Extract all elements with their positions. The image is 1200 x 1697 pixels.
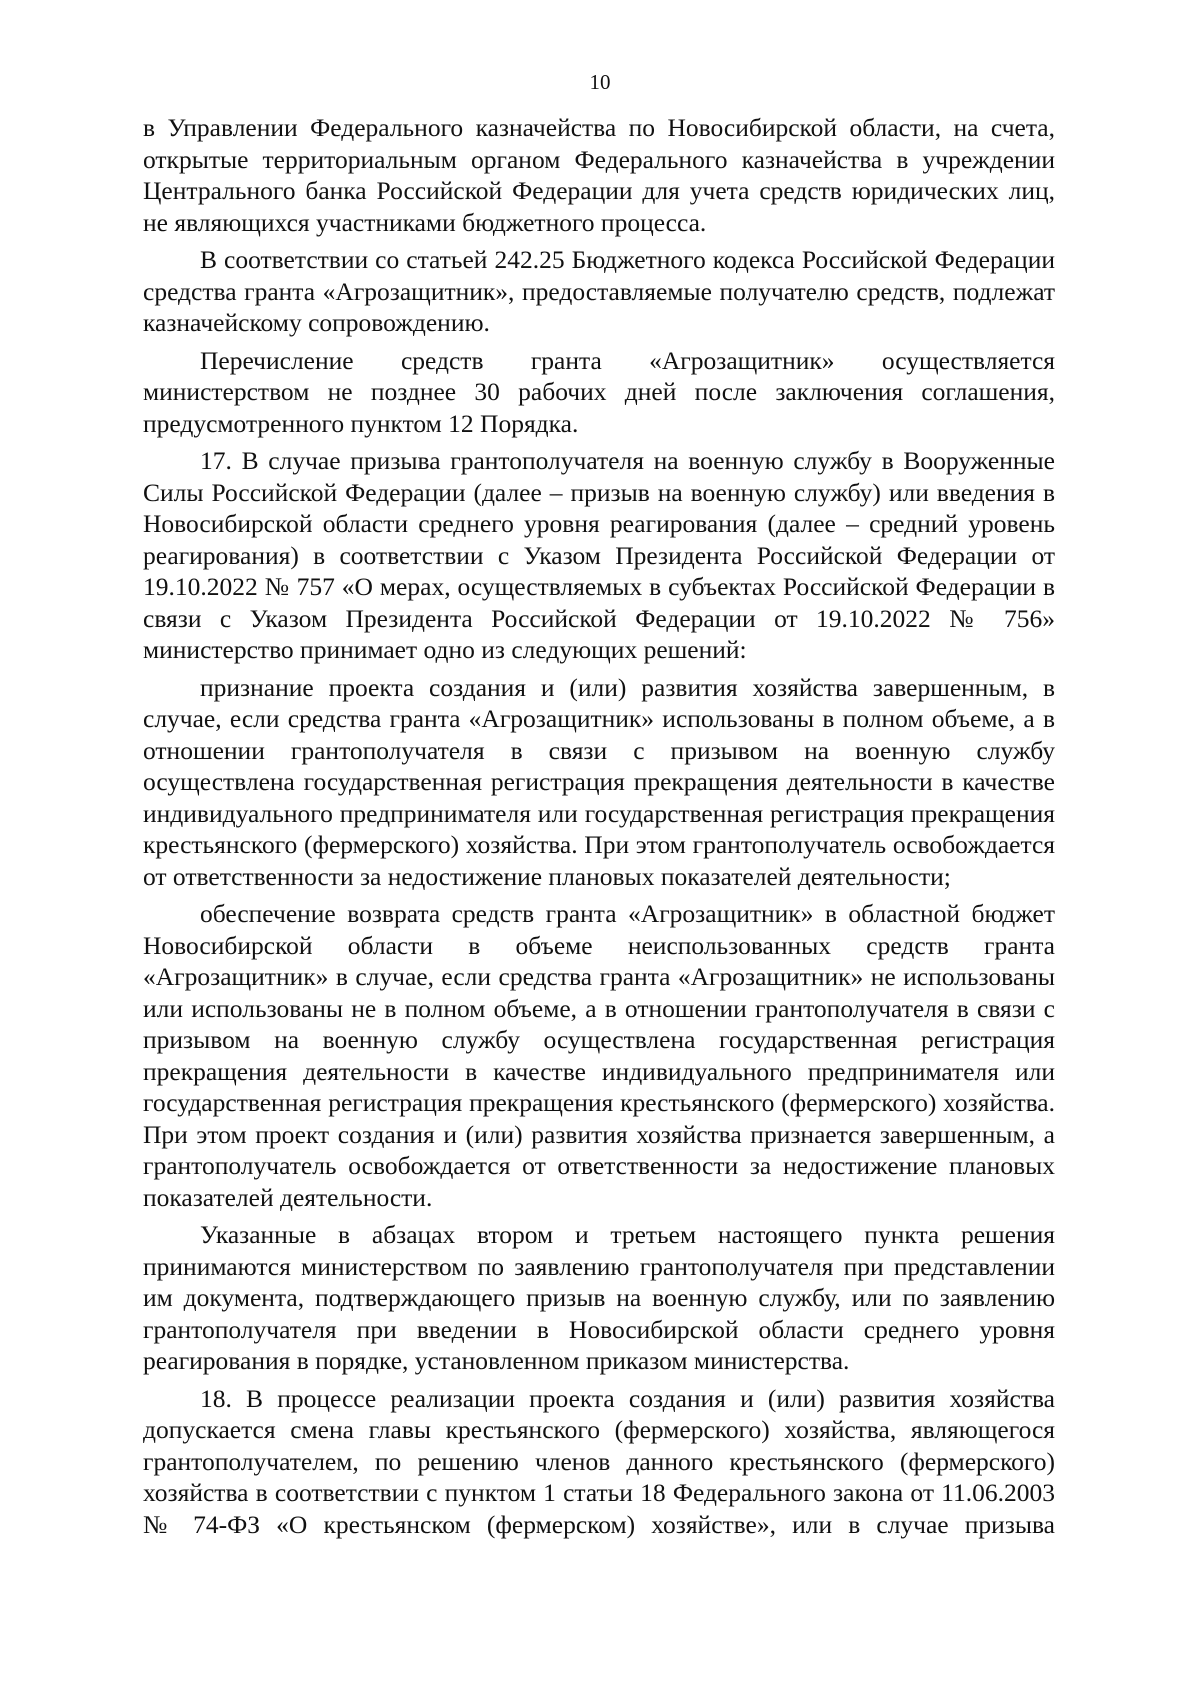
paragraph-item-18: 18. В процессе реализации проекта создания и (или) развития хозяйства допускается смена главы крестьянского (фермерского) хозяйства, являющегося грантополучателем, по решению членов данного крестьянского (фермерского) хозяйства в соответствии с пунктом 1 статьи 18 Федерального закона от 11.06.2003 № 74-ФЗ «О крестьянском (фермерском) хозяйстве», или в случае призыва (143, 1383, 1055, 1539)
paragraph-decisions-procedure: Указанные в абзацах втором и третьем настоящего пункта решения принимаются министерством по заявлению грантополучателя при представлении им документа, подтверждающего призыв на военную службу, или по заявлению грантополучателя при введении в Новосибирской области среднего уровня реагирования в порядке, установленном приказом министерства. (143, 1220, 1055, 1375)
paragraph-funds-return: обеспечение возврата средств гранта «Агрозащитник» в областной бюджет Новосибирской области в объеме неиспользованных средств гранта «Агрозащитник» в случае, если средства гранта «Агрозащитник» не использованы или использованы не в полном объеме, а в отношении грантополучателя в связи с призывом на военную службу осуществлена государственная регистрация прекращения деятельности в качестве индивидуального предпринимателя или государственная регистрация прекращения крестьянского (фермерского) хозяйства. При этом проект создания и (или) развития хозяйства признается завершенным, а грантополучатель освобождается от ответственности за недостижение плановых показателей деятельности. (143, 899, 1055, 1212)
document-body (143, 112, 1055, 1540)
paragraph-treasury-support: В соответствии со статьей 242.25 Бюджетного кодекса Российской Федерации средства гранта «Агрозащитник», предоставляемые получателю средств, подлежат казначейскому сопровождению. (143, 245, 1055, 337)
paragraph-continuation: в Управлении Федерального казначейства по Новосибирской области, на счета, открытые территориальным органом Федерального казначейства в учреждении Центрального банка Российской Федерации для учета средств юридических лиц, не являющихся участниками бюджетного процесса. (143, 113, 1055, 237)
paragraph-transfer-of-funds: Перечисление средств гранта «Агрозащитник» осуществляется министерством не позднее 30 рабочих дней после заключения соглашения, предусмотренного пунктом 12 Порядка. (143, 345, 1055, 438)
paragraph-project-completed: признание проекта создания и (или) развития хозяйства завершенным, в случае, если средства гранта «Агрозащитник» использованы в полном объеме, а в отношении грантополучателя в связи с призывом на военную службу осуществлена государственная регистрация прекращения деятельности в качестве индивидуального предпринимателя или государственная регистрация прекращения крестьянского (фермерского) хозяйства. При этом грантополучатель освобождается от ответственности за недостижение плановых показателей деятельности; (143, 672, 1055, 891)
paragraph-item-17: 17. В случае призыва грантополучателя на военную службу в Вооруженные Силы Российской Федерации (далее – призыв на военную службу) или введения в Новосибирской области среднего уровня реагирования (далее – средний уровень реагирования) в соответствии с Указом Президента Российской Федерации от 19.10.2022 № 757 «О мерах, осуществляемых в субъектах Российской Федерации в связи с Указом Президента Российской Федерации от 19.10.2022 № 756» министерство принимает одно из следующих решений: (143, 446, 1055, 664)
page-number: 10 (589, 70, 611, 94)
